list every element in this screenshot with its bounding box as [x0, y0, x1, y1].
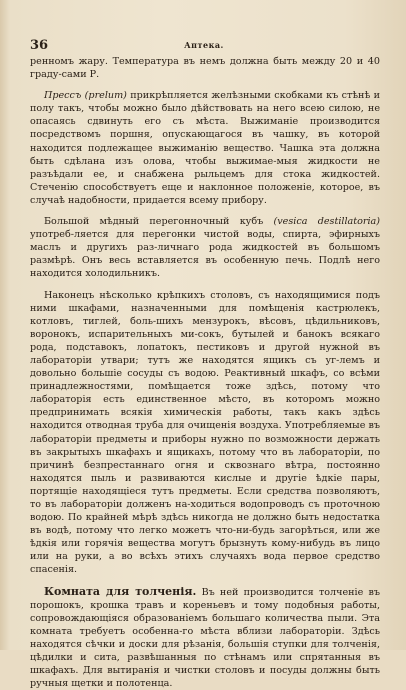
paragraph-text: ренномъ жару. Температура въ немъ должна быть между 20 и 40 граду-сами Р.	[30, 56, 380, 81]
paragraph-text: употреб-ляется для перегонки чистой воды, спирта, эфирныхъ маслъ и другихъ раз-личнаго рода жидкостей въ большомъ размѣрѣ. Онъ весь вставляется въ особенную печь. Подлѣ него находится холодильникъ.	[30, 229, 380, 280]
paragraph-text: Наконецъ нѣсколько крѣпкихъ столовъ, съ находящимися подъ ними шкафами, назначенными для помѣщенія кастрюлекъ, котловъ, тиглей, боль-шихъ мензурокъ, вѣсовъ, цѣдильниковъ, воронокъ, испарительныхъ ми-сокъ, бутылей и банокъ всякаго рода, подставокъ, лопатокъ, пестиковъ и другой нужной въ лабораторіи утвари; тутъ же находятся ящикъ съ уг-лемъ и довольно большіе сосуды съ водою. Реактивный шкафъ, со всѣми принадлежностями, помѣщается тоже здѣсь, потому что лабораторія есть единственное мѣсто, въ которомъ можно предпринимать всякія химическія работы, такъ какъ здѣсь находится отводная труба для очищенія воздуха. Употребляемые въ лабораторіи предметы и приборы нужно по возможности держать въ закрытыхъ шкафахъ и ящикахъ, потому что въ лабораторіи, по причинѣ безпрестаннаго огня и сквознаго вѣтра, постоянно находятся пыль и развиваются кислые и другіе ѣдкіе пары, портящіе находящіеся тутъ предметы. Если средства позволяютъ, то въ лабораторіи долженъ на-ходиться водопроводъ съ проточною водою. По крайней мѣрѣ здѣсь никогда не должно быть недостатка въ водѣ, потому что легко можетъ что-ни-будь загорѣться, или же ѣдкія или горячія вещества могутъ брызнуть кому-нибудь въ лицо или на руки, а во всѣхъ этихъ случаяхъ вода первое средство спасенія.	[30, 289, 380, 576]
paragraph-term-latin: (vesica destillatoria)	[273, 216, 380, 228]
paragraph-tables	[30, 289, 380, 577]
running-title: Аптека.	[184, 40, 224, 50]
paragraph-text: прикрѣпляется желѣзными скобками къ стѣнѣ и полу такъ, чтобы можно было дѣйствовать на него всею силою, не опасаясь сдвинуть его съ мѣста. Выжиманіе производится посредствомъ поршня, опускающагося въ чашку, въ которой находится подлежащее выжиманію вещество. Чашка эта должна быть сдѣлана изъ олова, чтобы выжимае-мыя жидкости не разъѣдали ее, и снабжена рыльцемъ для стока жидкостей. Стеченію способствуетъ еще и наклонное положеніе, которое, въ случаѣ надобности, придается всему прибору.	[30, 90, 380, 206]
paragraph-press	[30, 89, 380, 207]
paragraph-still	[30, 215, 380, 280]
paragraph-grinding-room	[30, 585, 380, 690]
section-heading: Комната для толченія.	[44, 584, 197, 598]
page-header	[30, 38, 378, 52]
paragraph-continuation	[30, 55, 380, 81]
page-number: 36	[30, 38, 49, 53]
paragraph-term: Большой мѣдный перегонночный кубъ	[44, 216, 264, 228]
body-text	[30, 55, 380, 690]
paragraph-text: Въ ней производится толченіе въ порошокъ, крошка травъ и кореньевъ и тому подобныя работы, сопровождающіяся образованіемъ большаго количества пыли. Эта комната требуетъ особенна-го мѣста вблизи лабораторіи. Здѣсь находятся сѣчки и доски для рѣзанія, большія ступки для толченія, цѣдилки и сита, развѣшанныя по стѣнамъ или спрятанныя въ шкафахъ. Для вытиранія и чистки столовъ и посуды должны быть ручныя щетки и полотенца.	[30, 586, 380, 690]
paragraph-term: Прессъ (prelum)	[44, 90, 127, 102]
